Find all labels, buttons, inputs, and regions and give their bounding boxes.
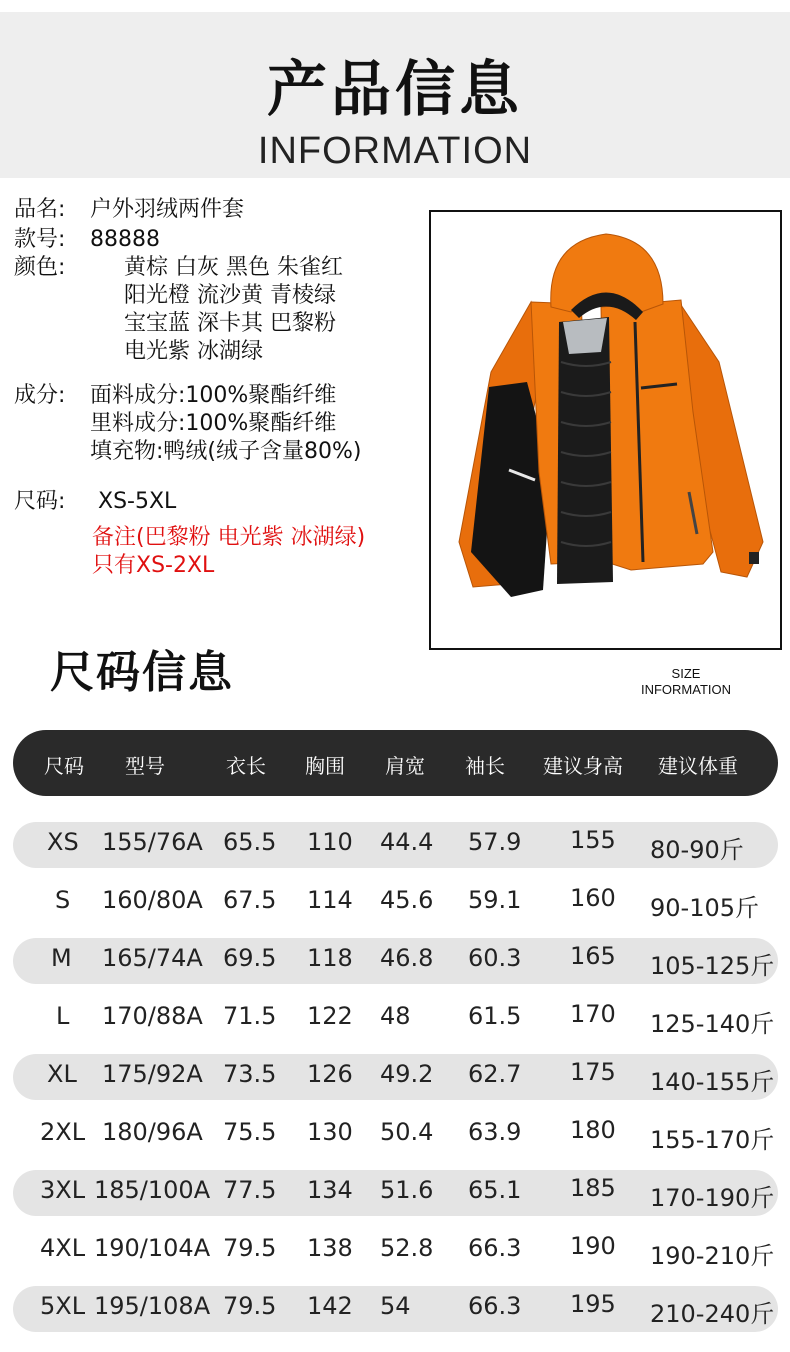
cell-model: 190/104A xyxy=(94,1234,211,1262)
cell-chest: 142 xyxy=(307,1292,353,1320)
cell-chest: 118 xyxy=(307,944,353,972)
cell-size: 4XL xyxy=(40,1234,86,1262)
cell-height: 180 xyxy=(570,1116,616,1144)
cell-size: XL xyxy=(47,1060,77,1088)
cell-chest: 122 xyxy=(307,1002,353,1030)
table-row xyxy=(13,1286,778,1332)
cell-length: 69.5 xyxy=(223,944,277,972)
cell-shoulder: 52.8 xyxy=(380,1234,434,1262)
size-section-title: 尺码信息 xyxy=(50,647,234,698)
cell-model: 155/76A xyxy=(102,828,203,856)
cell-size: M xyxy=(51,944,72,972)
cell-chest: 134 xyxy=(307,1176,353,1204)
cell-size: 3XL xyxy=(40,1176,86,1204)
cell-model: 170/88A xyxy=(102,1002,203,1030)
cell-shoulder: 51.6 xyxy=(380,1176,434,1204)
cell-chest: 114 xyxy=(307,886,353,914)
cell-height: 170 xyxy=(570,1000,616,1028)
cell-shoulder: 50.4 xyxy=(380,1118,434,1146)
col-header-sleeve: 袖长 xyxy=(465,754,505,778)
cell-sleeve: 65.1 xyxy=(468,1176,522,1204)
cell-model: 185/100A xyxy=(94,1176,211,1204)
cell-height: 190 xyxy=(570,1232,616,1260)
cell-length: 77.5 xyxy=(223,1176,277,1204)
material-line: 面料成分:100%聚酯纤维 xyxy=(90,383,337,408)
size-en-line: SIZE xyxy=(671,666,701,681)
color-line: 宝宝蓝 深卡其 巴黎粉 xyxy=(124,311,336,336)
cell-sleeve: 59.1 xyxy=(468,886,522,914)
table-row xyxy=(13,1170,778,1216)
cell-height: 195 xyxy=(570,1290,616,1318)
col-header-length: 衣长 xyxy=(226,754,266,778)
cell-chest: 130 xyxy=(307,1118,353,1146)
table-row xyxy=(13,938,778,984)
table-row xyxy=(13,1228,778,1274)
table-row xyxy=(13,996,778,1042)
size-label: 尺码: xyxy=(14,489,66,514)
cell-weight: 155-170斤 xyxy=(650,1126,775,1154)
size-en-line: INFORMATION xyxy=(640,682,732,697)
cell-size: 2XL xyxy=(40,1118,86,1146)
style-value: 88888 xyxy=(90,227,160,252)
page-subtitle: INFORMATION xyxy=(257,130,533,172)
cell-shoulder: 45.6 xyxy=(380,886,434,914)
header-banner xyxy=(0,12,790,178)
cell-length: 79.5 xyxy=(223,1292,277,1320)
page-title: 产品信息 xyxy=(267,55,523,125)
cell-height: 155 xyxy=(570,826,616,854)
cell-sleeve: 61.5 xyxy=(468,1002,522,1030)
cell-length: 79.5 xyxy=(223,1234,277,1262)
col-header-size: 尺码 xyxy=(44,754,84,778)
silver-lining xyxy=(563,318,607,354)
cell-weight: 190-210斤 xyxy=(650,1242,775,1270)
cell-length: 67.5 xyxy=(223,886,277,914)
product-photo xyxy=(429,210,782,650)
cell-model: 165/74A xyxy=(102,944,203,972)
cell-weight: 140-155斤 xyxy=(650,1068,775,1096)
cell-height: 185 xyxy=(570,1174,616,1202)
cell-model: 175/92A xyxy=(102,1060,203,1088)
table-row xyxy=(13,1054,778,1100)
cell-chest: 138 xyxy=(307,1234,353,1262)
cell-height: 175 xyxy=(570,1058,616,1086)
cell-shoulder: 46.8 xyxy=(380,944,434,972)
cell-length: 75.5 xyxy=(223,1118,277,1146)
cell-height: 165 xyxy=(570,942,616,970)
cell-shoulder: 49.2 xyxy=(380,1060,434,1088)
cell-weight: 170-190斤 xyxy=(650,1184,775,1212)
cell-chest: 110 xyxy=(307,828,353,856)
jacket-illustration xyxy=(431,212,780,648)
col-header-model: 型号 xyxy=(125,754,165,778)
size-value: XS-5XL xyxy=(98,489,177,514)
cell-sleeve: 60.3 xyxy=(468,944,522,972)
color-label: 颜色: xyxy=(14,255,66,280)
cell-size: S xyxy=(55,886,71,914)
cell-sleeve: 63.9 xyxy=(468,1118,522,1146)
cell-sleeve: 66.3 xyxy=(468,1234,522,1262)
note-line: 备注(巴黎粉 电光紫 冰湖绿) xyxy=(92,525,366,550)
cell-model: 180/96A xyxy=(102,1118,203,1146)
cell-length: 65.5 xyxy=(223,828,277,856)
cell-sleeve: 66.3 xyxy=(468,1292,522,1320)
cell-model: 195/108A xyxy=(94,1292,211,1320)
col-header-chest: 胸围 xyxy=(305,754,345,778)
cell-weight: 90-105斤 xyxy=(650,894,760,922)
cell-size: L xyxy=(56,1002,70,1030)
size-section-en xyxy=(622,666,750,698)
cell-height: 160 xyxy=(570,884,616,912)
color-line: 电光紫 冰湖绿 xyxy=(124,339,263,364)
style-label: 款号: xyxy=(14,227,66,252)
table-row xyxy=(13,1112,778,1158)
material-line: 填充物:鸭绒(绒子含量80%) xyxy=(90,439,362,464)
cell-chest: 126 xyxy=(307,1060,353,1088)
material-label: 成分: xyxy=(14,383,66,408)
cell-size: 5XL xyxy=(40,1292,86,1320)
name-label: 品名: xyxy=(14,197,66,222)
color-line: 阳光橙 流沙黄 青棱绿 xyxy=(124,283,336,308)
material-line: 里料成分:100%聚酯纤维 xyxy=(90,411,337,436)
color-line: 黄棕 白灰 黑色 朱雀红 xyxy=(124,255,343,280)
cell-model: 160/80A xyxy=(102,886,203,914)
cell-weight: 210-240斤 xyxy=(650,1300,775,1328)
cell-shoulder: 44.4 xyxy=(380,828,434,856)
col-header-shoulder: 肩宽 xyxy=(385,754,425,778)
cell-shoulder: 48 xyxy=(380,1002,411,1030)
cell-shoulder: 54 xyxy=(380,1292,411,1320)
sleeve-tag xyxy=(749,552,759,564)
table-row xyxy=(13,822,778,868)
table-header xyxy=(13,730,778,796)
cell-sleeve: 57.9 xyxy=(468,828,522,856)
note-line: 只有XS-2XL xyxy=(92,553,215,578)
name-value: 户外羽绒两件套 xyxy=(90,197,245,222)
cell-length: 73.5 xyxy=(223,1060,277,1088)
col-header-height: 建议身高 xyxy=(543,754,623,778)
cell-sleeve: 62.7 xyxy=(468,1060,522,1088)
col-header-weight: 建议体重 xyxy=(658,754,738,778)
cell-length: 71.5 xyxy=(223,1002,277,1030)
cell-weight: 80-90斤 xyxy=(650,836,744,864)
table-row xyxy=(13,880,778,926)
cell-weight: 105-125斤 xyxy=(650,952,775,980)
cell-weight: 125-140斤 xyxy=(650,1010,775,1038)
cell-size: XS xyxy=(47,828,79,856)
